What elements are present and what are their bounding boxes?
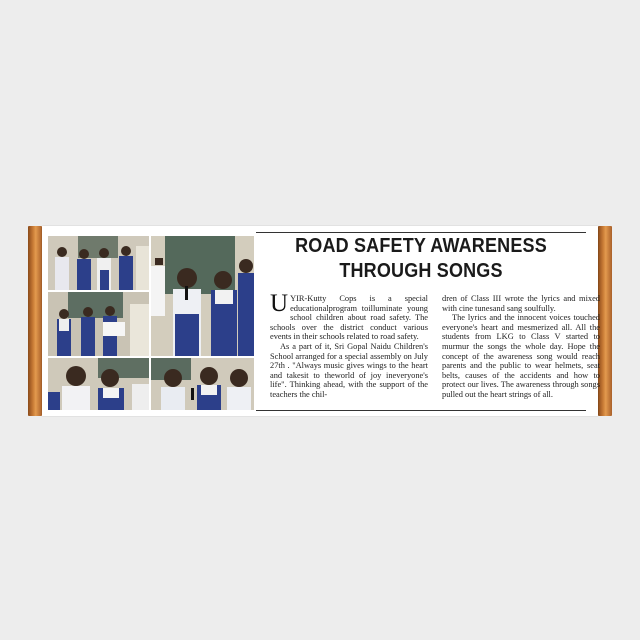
wooden-frame-left: [28, 226, 42, 416]
newspaper-clipping: [42, 226, 598, 416]
photo-collage: [48, 236, 254, 410]
headline-line-1: ROAD SAFETY AWARENESS: [295, 235, 547, 257]
article-paragraph: The lyrics and the innocent voices touched everyone's heart and mesmerized all. All the students from LKG to Class V started to murmur the songs the whole day. Hope the concept of the awareness song would reach parents and the public to wear helmets, seat belts, causes of the accidents and how to protect our lives. The awareness through songs pulled out the heart strings of all.: [442, 313, 600, 399]
headline-line-2: THROUGH SONGS: [339, 260, 503, 282]
article-body: [270, 290, 600, 410]
clipping-frame: [28, 226, 612, 416]
wooden-frame-right: [598, 226, 612, 416]
article-paragraph: UYIR-Kutty Cops is a special educationalprogram toilluminate young school children about road safety. The schools over the district conduct various events in their schools related to road safety.: [270, 290, 428, 342]
photo-boys-singing: [151, 358, 254, 410]
top-rule: [256, 232, 586, 233]
article-paragraph: As a part of it, Sri Gopal Naidu Children's School arranged for a special assembly on July 27th . "Always music gives wings to the heart and takesit to theworld of joy ineveryone's life". Thinking ahead, with the support of the teachers the chil-: [270, 341, 428, 399]
photo-students-singing-1: [48, 236, 149, 290]
photo-children-singing-closeup: [151, 236, 254, 356]
bottom-rule: [256, 410, 586, 411]
drop-cap: U: [270, 290, 289, 317]
photo-students-singing-2: [48, 292, 149, 356]
article-headline: [273, 234, 570, 284]
photo-girls-singing: [48, 358, 149, 410]
article-paragraph: dren of Class III wrote the lyrics and mixed with cine tunesand sang soulfully.: [442, 294, 600, 313]
article-column-1: [270, 290, 428, 400]
article-column-2: [442, 294, 600, 400]
